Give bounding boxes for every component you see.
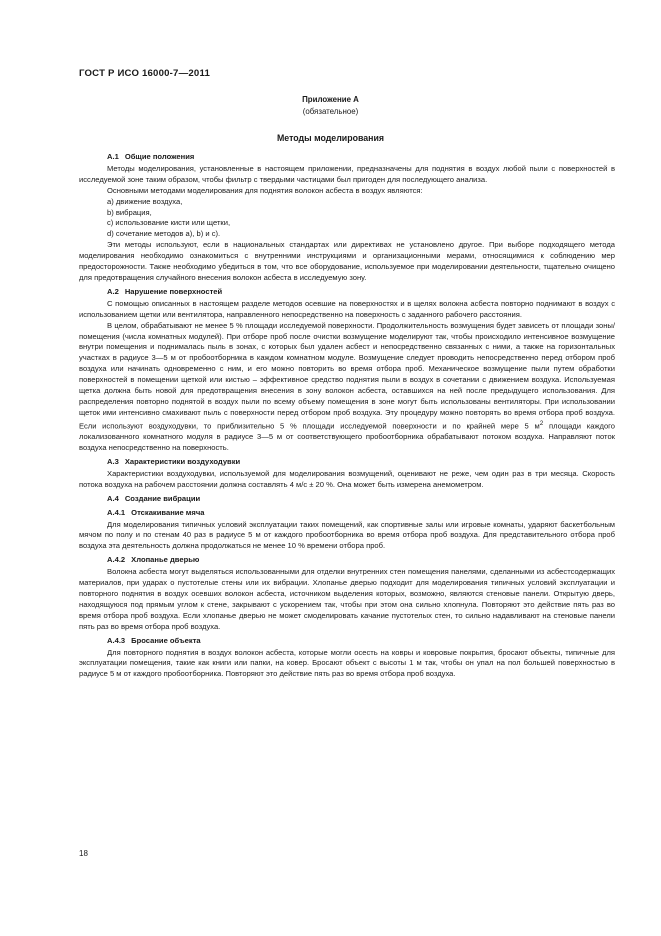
list-item: d) сочетание методов a), b) и c).	[107, 229, 221, 239]
annex-heading: Методы моделирования	[276, 133, 384, 143]
list-item: a) движение воздуха,	[107, 196, 183, 206]
section-title: Хлопанье дверью	[131, 555, 200, 565]
section-a2-heading	[79, 287, 615, 298]
paragraph: Характеристики воздуходувки, используемой для моделирования возмущений, оценивают не реже, чем один раз в три месяца. Скорость потока воздуха на рабочем расстоянии должна составлять 4 м/с ± 20 %. Она может быть измерена анемометром.	[79, 468, 615, 489]
annex-status: (обязательное)	[302, 107, 359, 116]
section-number: А.3	[107, 457, 119, 466]
paragraph-text: В целом, обрабатывают не менее 5 % площади исследуемой поверхности. Продолжительность возмущения будет зависеть от площади зоны/помещения (числа комнатных модулей). При отборе проб после очистки возмущение моделируют так, чтобы происходило интенсивное возмущение внутри помещения и поднималась пыль в зонах, с которых был удален асбест и непосредственно связанных с ними, а также на горизонтальных участках в радиусе 3—5 м от пробоотборника в каждом комнатном модуле. Возмущение следует проводить непосредственно перед отбором проб воздуха или начинать одновременно с ним, и его можно повторить во время отбора проб. Механическое возмущение пыли путем обработки поверхностей в помещении щеткой или кистью – эффективное средство поднятия пыли в воздух в сочетании с движением воздуха. Используемая щетка должна быть новой для предотвращения внесения в зону волокон асбеста, оставшихся на ней после предыдущего использования. Для распределения повторно поднятой в воздух пыли по всему объему помещения в зоне могут быть использованы вентиляторы. При использовании щеток ими интенсивно смахивают пыль с поверхности перед отбором проб воздуха. Эту процедуру можно повторять во время отбора проб воздуха. Если используют воздуходувки, то приблизительно 5 % площади исследуемой поверхности и по крайней мере 5 м	[79, 320, 615, 431]
section-a4-heading	[79, 494, 615, 505]
section-title: Бросание объекта	[131, 635, 201, 645]
section-title: Создание вибрации	[124, 493, 201, 503]
section-a1-heading	[79, 152, 615, 163]
section-number: А.4.1	[107, 507, 126, 517]
section-title: Характеристики воздуходувки	[124, 457, 241, 466]
section-number: А.4.2	[107, 555, 126, 565]
paragraph: Основными методами моделирования для поднятия волокон асбеста в воздух являются:	[107, 185, 423, 195]
list-item: b) вибрация,	[107, 207, 152, 217]
section-a3-heading	[79, 457, 615, 468]
page-number: 18	[79, 849, 88, 858]
paragraph: Эти методы используют, если в национальных стандартах или директивах не установлено другое. При выборе подходящего метода моделирования необходимо ознакомиться с внутренними инструкциями и организационными мерами, относящимися к соблюдению мер предосторожности. Также необходимо убедиться в том, что все оборудование, используемое при моделировании деятельности, тщательно очищено для предотвращения случайного внесения волокон асбеста в исследуемую зону.	[79, 240, 615, 282]
paragraph	[79, 321, 615, 454]
list-item: c) использование кисти или щетки,	[107, 218, 231, 228]
paragraph-text: площади каждого локализованного комнатного модуля в радиусе 3—5 м от соответствующего пробоотборника обрабатывают потоком воздуха. Направляют поток воздуха непосредственно на поверхность.	[79, 421, 615, 453]
document-body	[79, 149, 615, 680]
section-title: Отскакивание мяча	[131, 507, 205, 517]
paragraph: Методы моделирования, установленные в настоящем приложении, предназначены для поднятия в воздух любой пыли с поверхностей в исследуемой зоне таким образом, чтобы фильтр с твердыми частицами был пригоден для последующего анализа.	[79, 163, 615, 184]
subsection-a41-heading	[79, 508, 615, 519]
section-title: Нарушение поверхностей	[124, 286, 223, 296]
subsection-a43-heading	[79, 636, 615, 647]
section-number: А.2	[107, 286, 119, 296]
annex-title: Приложение А	[302, 95, 359, 104]
document-header: ГОСТ Р ИСО 16000-7—2011	[79, 68, 210, 79]
superscript: 2	[539, 419, 544, 427]
paragraph: С помощью описанных в настоящем разделе методов осевшие на поверхностях и в щелях волокна асбеста повторно поднимают в воздух с использованием щетки или вентилятора, направленного непосредственно на поверхность с заданного рабочего расстояния.	[79, 298, 615, 319]
paragraph: Волокна асбеста могут выделяться использованными для отделки внутренних стен помещения панелями, сделанными из асбестсодержащих материалов, при ударах о пустотелые стены или их вибрации. Хлопанье дверью подходит для моделирования типичных условий эксплуатации и повторного поднятия в воздух осевших волокон асбеста, источником выделения которых, возможно, являются стеновые панели. Открытую дверь, находящуюся под прямым углом к стене, закрывают с ускорением так, чтобы при этом она сильно хлопнула. Повторяют это действие пять раз во время отбора проб воздуха. Если хлопанье дверью не может смоделировать качание пустотелых стен, то сильно надавливают на стеновые панели пять раз во время отбора проб воздуха.	[79, 567, 615, 631]
section-number: А.4.3	[107, 635, 126, 645]
section-number: А.4	[107, 493, 119, 503]
section-title: Общие положения	[124, 152, 195, 161]
section-number: А.1	[107, 152, 119, 161]
paragraph: Для моделирования типичных условий эксплуатации таких помещений, как спортивные залы или игровые комнаты, ударяют баскетбольным мячом по полу и по стенам 40 раз в радиусе 5 м от каждого пробоотборника во время отбора проб воздуха. Для представительного отбора проб воздуха эта деятельность должна продолжаться не менее 10 % времени отбора проб.	[79, 519, 615, 551]
paragraph: Для повторного поднятия в воздух волокон асбеста, которые могли осесть на ковры и ковровые покрытия, бросают объекты, типичные для эксплуатации помещения, такие как книги или папки, на ковер. Бросают объект с высоты 1 м так, чтобы он упал на пол большей поверхностью в радиусе 5 м от каждого пробоотборника. Повторяют это действие пять раз во время отбора проб воздуха.	[79, 647, 615, 679]
subsection-a42-heading	[79, 555, 615, 566]
